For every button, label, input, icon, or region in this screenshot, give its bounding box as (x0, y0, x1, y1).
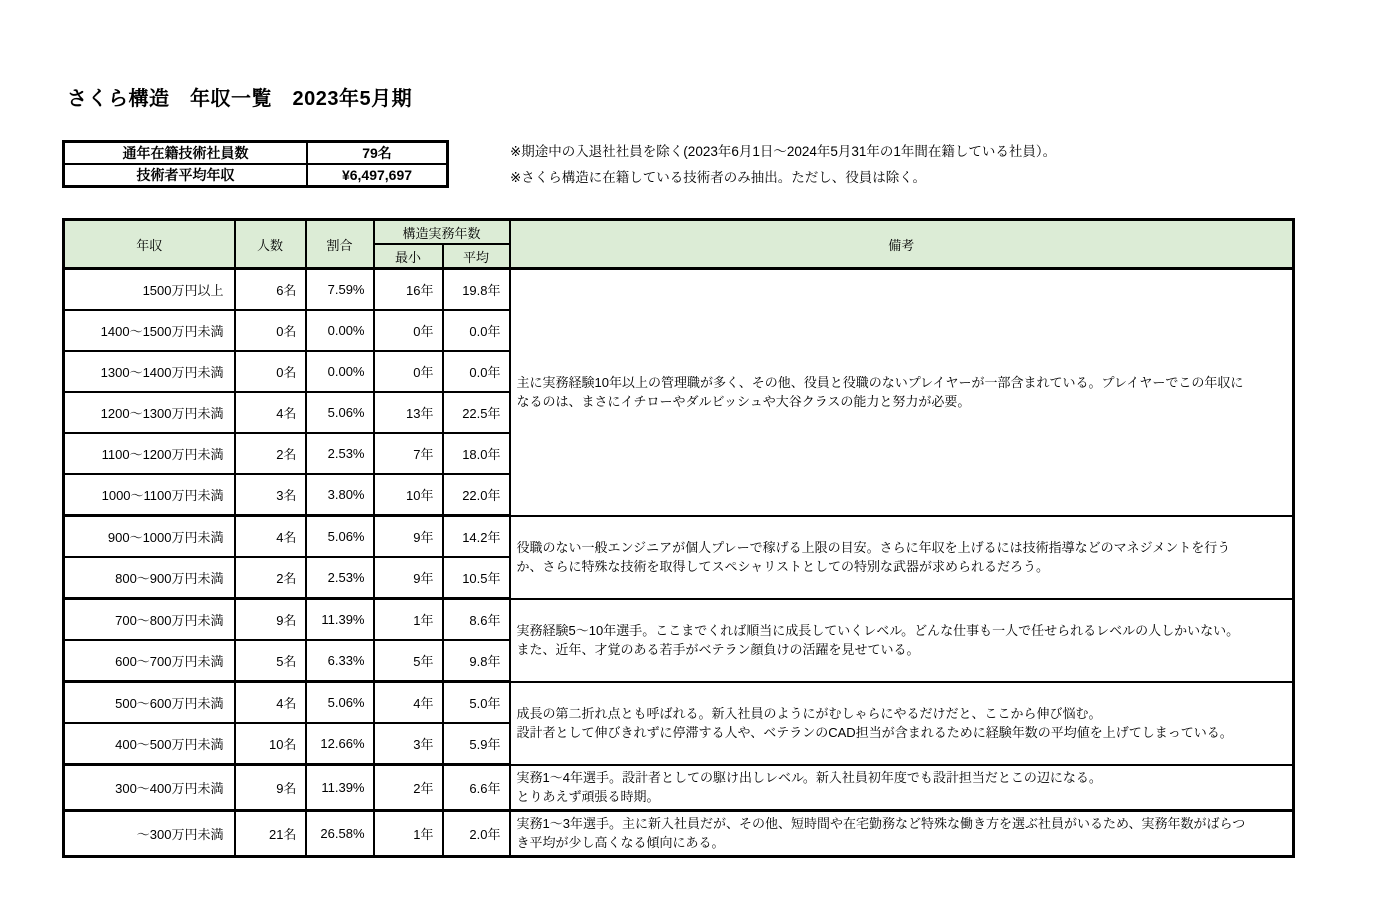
summary-label-employee-count: 通年在籍技術社員数 (64, 142, 308, 165)
cell-min-years: 1年 (374, 810, 443, 856)
cell-avg-years: 6.6年 (443, 765, 510, 811)
table-row (64, 516, 1294, 558)
cell-avg-years: 18.0年 (443, 433, 510, 474)
remarks-line: 主に実務経験10年以上の管理職が多く、その他、役員と役職のないプレイヤーが一部含まれている。プレイヤーでこの年収に (516, 374, 1244, 390)
table-row (64, 682, 1294, 724)
cell-avg-years: 14.2年 (443, 516, 510, 558)
cell-ratio: 26.58% (306, 810, 374, 856)
cell-count: 3名 (235, 474, 306, 516)
cell-income-range: 1300～1400万円未満 (64, 351, 235, 392)
cell-income-range: ～300万円未満 (64, 810, 235, 856)
remarks-group-4 (510, 682, 1294, 765)
cell-count: 2名 (235, 433, 306, 474)
footnotes (510, 139, 1056, 191)
col-header-income: 年収 (64, 220, 235, 269)
remarks-group-1 (510, 269, 1294, 516)
col-header-ratio: 割合 (306, 220, 374, 269)
col-header-count: 人数 (235, 220, 306, 269)
cell-ratio: 5.06% (306, 516, 374, 558)
cell-income-range: 1100～1200万円未満 (64, 433, 235, 474)
remarks-line: なるのは、まさにイチローやダルビッシュや大谷クラスの能力と努力が必要。 (516, 394, 971, 410)
cell-min-years: 9年 (374, 516, 443, 558)
cell-count: 4名 (235, 516, 306, 558)
cell-avg-years: 0.0年 (443, 351, 510, 392)
remarks-line: また、近年、才覚のある若手がベテラン顔負けの活躍を見せている。 (516, 642, 920, 657)
col-header-avg: 平均 (443, 244, 510, 269)
cell-income-range: 900～1000万円未満 (64, 516, 235, 558)
col-header-remarks: 備考 (510, 220, 1294, 269)
cell-income-range: 400～500万円未満 (64, 723, 235, 765)
table-row (64, 269, 1294, 311)
cell-avg-years: 9.8年 (443, 640, 510, 682)
cell-ratio: 2.53% (306, 557, 374, 599)
cell-min-years: 0年 (374, 351, 443, 392)
remarks-line: とりあえず頑張る時期。 (516, 789, 660, 804)
table-row (64, 142, 448, 165)
cell-count: 9名 (235, 599, 306, 641)
col-header-min: 最小 (374, 244, 443, 269)
cell-min-years: 2年 (374, 765, 443, 811)
cell-min-years: 10年 (374, 474, 443, 516)
remarks-line: 実務1～4年選手。設計者としての駆け出しレベル。新入社員初年度でも設計担当だとこの辺になる。 (516, 769, 1102, 785)
cell-avg-years: 10.5年 (443, 557, 510, 599)
cell-avg-years: 5.9年 (443, 723, 510, 765)
cell-min-years: 4年 (374, 682, 443, 724)
cell-ratio: 7.59% (306, 269, 374, 311)
cell-avg-years: 22.5年 (443, 392, 510, 433)
summary-label-average-income: 技術者平均年収 (64, 164, 308, 187)
cell-count: 10名 (235, 723, 306, 765)
summary-table (62, 140, 449, 188)
cell-income-range: 700～800万円未満 (64, 599, 235, 641)
remarks-line: き平均が少し高くなる傾向にある。 (516, 835, 725, 850)
cell-income-range: 600～700万円未満 (64, 640, 235, 682)
cell-count: 4名 (235, 392, 306, 433)
cell-count: 6名 (235, 269, 306, 311)
cell-income-range: 800～900万円未満 (64, 557, 235, 599)
col-header-experience-group: 構造実務年数 (374, 220, 510, 245)
cell-ratio: 2.53% (306, 433, 374, 474)
cell-avg-years: 19.8年 (443, 269, 510, 311)
remarks-line: 実務1～3年選手。主に新入社員だが、その他、短時間や在宅勤務など特殊な働き方を選ぶ社員がいるため、実務年数がばらつ (516, 815, 1246, 831)
cell-ratio: 3.80% (306, 474, 374, 516)
remarks-line: か、さらに特殊な技術を取得してスペシャリストとしての特別な武器が求められるだろう。 (516, 559, 1049, 574)
remarks-group-3 (510, 599, 1294, 682)
remarks-line: 設計者として伸びきれずに停滞する人や、ベテランのCAD担当が含まれるために経験年数の平均値を上げてしまっている。 (516, 725, 1233, 740)
cell-income-range: 1400～1500万円未満 (64, 310, 235, 351)
cell-income-range: 300～400万円未満 (64, 765, 235, 811)
income-distribution-table (62, 218, 1295, 858)
footnote-2: ※さくら構造に在籍している技術者のみ抽出。ただし、役員は除く。 (510, 170, 927, 185)
remarks-line: 成長の第二折れ点とも呼ばれる。新入社員のようにがむしゃらにやるだけだと、ここから伸び悩む。 (516, 705, 1102, 721)
cell-income-range: 1500万円以上 (64, 269, 235, 311)
cell-min-years: 9年 (374, 557, 443, 599)
summary-value-average-income: ¥6,497,697 (307, 164, 448, 187)
summary-value-employee-count: 79名 (307, 142, 448, 165)
table-row (64, 810, 1294, 856)
cell-income-range: 1200～1300万円未満 (64, 392, 235, 433)
remarks-line: 役職のない一般エンジニアが個人プレーで稼げる上限の目安。さらに年収を上げるには技術指導などのマネジメントを行う (516, 539, 1231, 555)
remarks-group-5 (510, 765, 1294, 811)
cell-avg-years: 22.0年 (443, 474, 510, 516)
cell-avg-years: 2.0年 (443, 810, 510, 856)
cell-count: 2名 (235, 557, 306, 599)
cell-avg-years: 0.0年 (443, 310, 510, 351)
cell-min-years: 3年 (374, 723, 443, 765)
cell-ratio: 6.33% (306, 640, 374, 682)
cell-avg-years: 5.0年 (443, 682, 510, 724)
cell-count: 5名 (235, 640, 306, 682)
cell-min-years: 13年 (374, 392, 443, 433)
table-row (64, 599, 1294, 641)
cell-ratio: 0.00% (306, 351, 374, 392)
table-row (64, 164, 448, 187)
cell-count: 0名 (235, 351, 306, 392)
cell-count: 21名 (235, 810, 306, 856)
cell-avg-years: 8.6年 (443, 599, 510, 641)
remarks-group-2 (510, 516, 1294, 599)
cell-min-years: 16年 (374, 269, 443, 311)
remarks-group-6 (510, 810, 1294, 856)
cell-count: 9名 (235, 765, 306, 811)
cell-count: 4名 (235, 682, 306, 724)
cell-ratio: 11.39% (306, 765, 374, 811)
header-row-1 (64, 220, 1294, 245)
page-title: さくら構造 年収一覧 2023年5月期 (67, 88, 413, 110)
cell-count: 0名 (235, 310, 306, 351)
cell-income-range: 500～600万円未満 (64, 682, 235, 724)
cell-income-range: 1000～1100万円未満 (64, 474, 235, 516)
remarks-line: 実務経験5～10年選手。ここまでくれば順当に成長していくレベル。どんな仕事も一人で任せられるレベルの人しかいない。 (516, 622, 1240, 638)
cell-ratio: 11.39% (306, 599, 374, 641)
table-row (64, 765, 1294, 811)
cell-ratio: 5.06% (306, 392, 374, 433)
cell-min-years: 1年 (374, 599, 443, 641)
cell-ratio: 0.00% (306, 310, 374, 351)
cell-ratio: 5.06% (306, 682, 374, 724)
cell-min-years: 7年 (374, 433, 443, 474)
cell-ratio: 12.66% (306, 723, 374, 765)
footnote-1: ※期途中の入退社社員を除く(2023年6月1日～2024年5月31年の1年間在籍している社員）。 (510, 144, 1057, 159)
cell-min-years: 0年 (374, 310, 443, 351)
cell-min-years: 5年 (374, 640, 443, 682)
